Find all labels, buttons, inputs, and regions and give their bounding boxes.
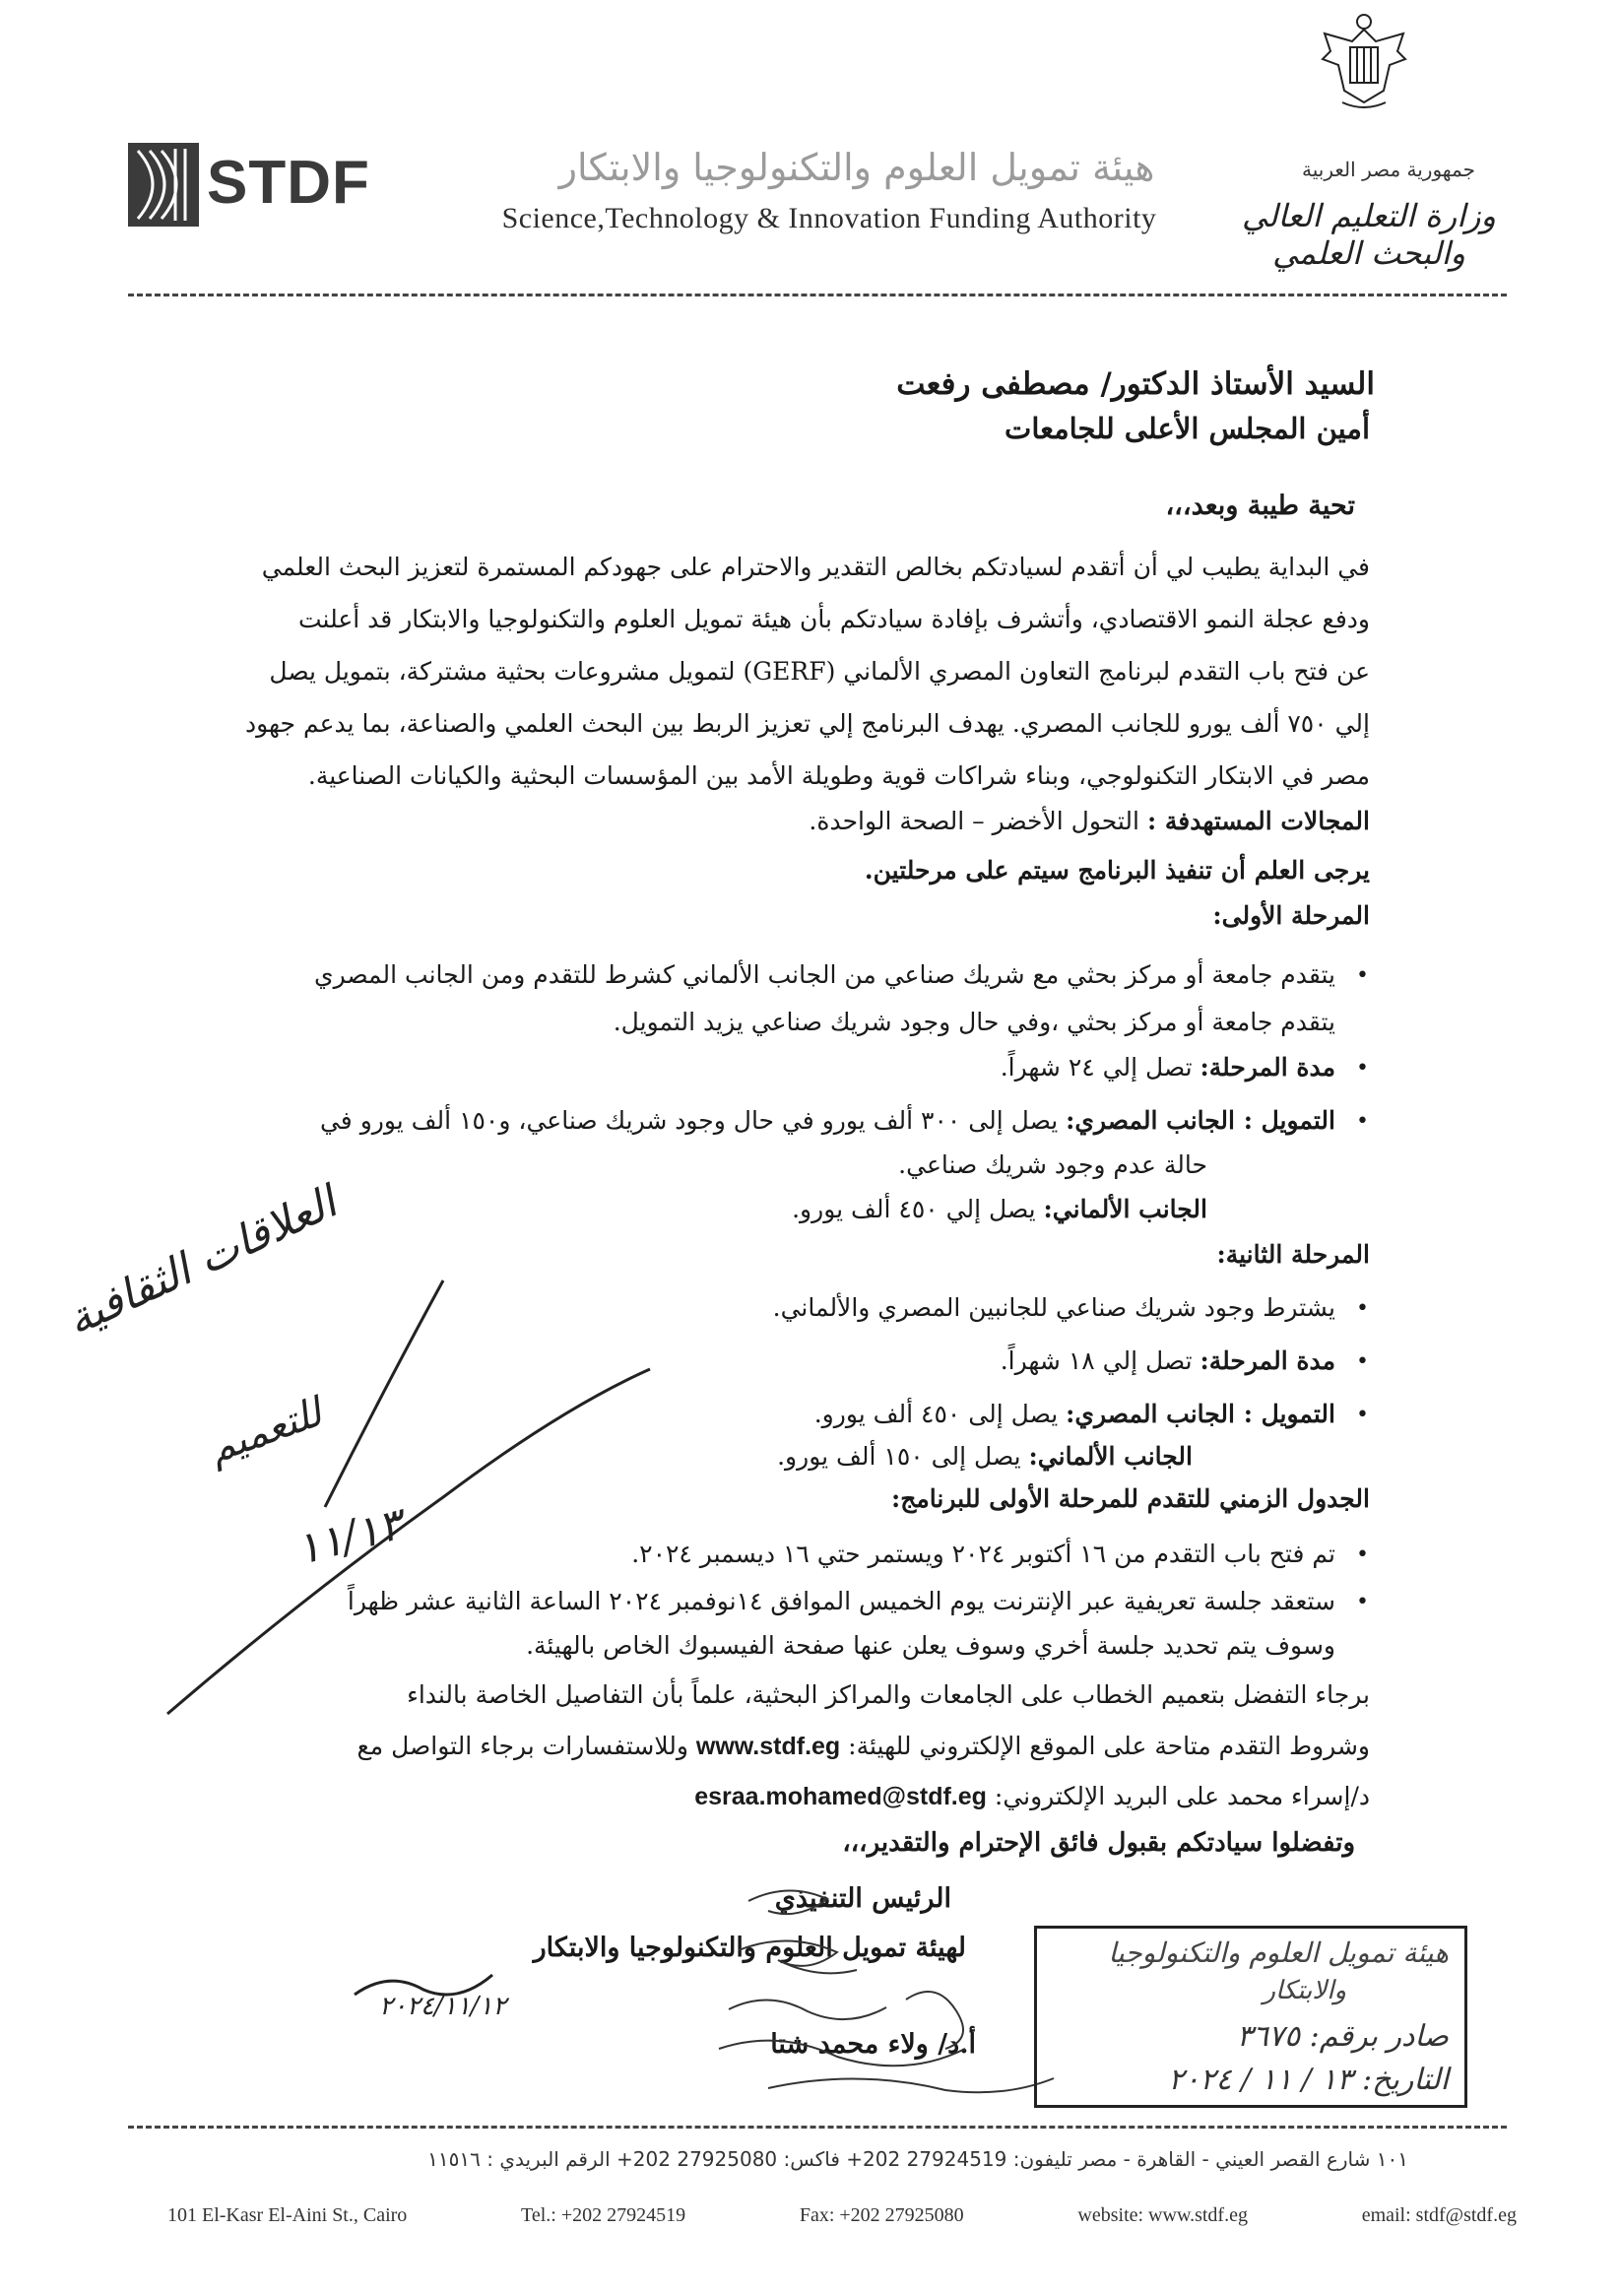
target-fields <box>809 806 1370 837</box>
bullet-icon: • <box>1356 963 1369 988</box>
authority-name-english: Science,Technology & Innovation Funding Authority <box>501 202 1157 234</box>
phase1-duration-label: مدة المرحلة: <box>1200 1053 1335 1082</box>
intro-line: عن فتح باب التقدم لبرنامج التعاون المصري الألماني (GERF) لتمويل مشروعات بحثية مشتركة، بتمويل يصل <box>269 657 1370 686</box>
phase2-german-label: الجانب الألماني: <box>1028 1442 1193 1471</box>
recipient-title: أمين المجلس الأعلى للجامعات <box>1005 412 1370 445</box>
phase1-funding-label: التمويل : الجانب المصري: <box>1066 1106 1335 1135</box>
header-divider <box>128 294 1507 296</box>
bullet-icon: • <box>1356 1109 1369 1134</box>
stamp-line: صادر برقم: ٣٦٧٥ <box>1236 2019 1449 2054</box>
phase2-german <box>777 1441 1193 1473</box>
closing-line-3 <box>694 1781 1370 1812</box>
phase1-funding-cont: حالة عدم وجود شريك صناعي. <box>898 1150 1207 1179</box>
official-stamp <box>1034 1926 1467 2108</box>
phase1-funding-value: يصل إلى ٣٠٠ ألف يورو في حال وجود شريك صناعي، و١٥٠ ألف يورو في <box>319 1106 1059 1135</box>
phase1-german <box>792 1194 1207 1225</box>
footer-english <box>167 2204 1517 2227</box>
phases-note: يرجى العلم أن تنفيذ البرنامج سيتم على مرحلتين. <box>864 856 1370 885</box>
bullet-icon: • <box>1356 1542 1369 1567</box>
phase1-title: المرحلة الأولى: <box>1212 901 1370 930</box>
intro-line: ودفع عجلة النمو الاقتصادي، وأتشرف بإفادة سيادتكم بأن هيئة تمويل العلوم والتكنولوجيا والابتكار قد أعلنت <box>298 605 1370 633</box>
phase2-bullet: يشترط وجود شريك صناعي للجانبين المصري والألماني. <box>772 1293 1335 1322</box>
footer-website[interactable]: website: www.stdf.eg <box>1077 2204 1248 2226</box>
margin-date: ١١/١٣ <box>291 1498 409 1576</box>
phase1-bullet-line: يتقدم جامعة أو مركز بحثي مع شريك صناعي من الجانب الألماني كشرط للتقدم ومن الجانب المصري <box>314 960 1335 989</box>
phase1-german-label: الجانب الألماني: <box>1043 1195 1207 1223</box>
intro-line: في البداية يطيب لي أن أتقدم لسيادتكم بخالص التقدير والاحترام على جهودكم المستمرة لتعزيز البحث العلمي <box>261 553 1370 581</box>
republic-name: جمهورية مصر العربية <box>1302 158 1475 181</box>
margin-note: للتعميم <box>202 1390 328 1473</box>
signature-mark <box>350 1965 497 2004</box>
footer-tel: Tel.: +202 27924519 <box>521 2204 686 2226</box>
phase2-duration-value: تصل إلي ١٨ شهراً. <box>1000 1346 1193 1375</box>
footer-fax: Fax: +202 27925080 <box>799 2204 964 2226</box>
stdf-wordmark: STDF <box>207 149 370 217</box>
stdf-logo-icon <box>128 143 199 227</box>
phase1-bullet-line: يتقدم جامعة أو مركز بحثي ،وفي حال وجود شريك صناعي يزيد التمويل. <box>613 1008 1335 1036</box>
phase2-funding-label: التمويل : الجانب المصري: <box>1066 1400 1335 1428</box>
phase1-funding <box>320 1105 1335 1137</box>
closing-line-2 <box>357 1731 1370 1762</box>
greeting: تحية طيبة وبعد،،، <box>1165 491 1355 521</box>
phase2-funding <box>814 1399 1335 1430</box>
phase1-duration-value: تصل إلي ٢٤ شهراً. <box>1000 1053 1193 1082</box>
bullet-icon: • <box>1356 1056 1369 1081</box>
intro-line: إلي ٧٥٠ ألف يورو للجانب المصري. يهدف البرنامج إلي تعزيز الربط بين البحث العلمي والصناعة، بما يدعم جهود <box>244 709 1370 738</box>
stamp-line: هيئة تمويل العلوم والتكنولوجيا <box>1108 1936 1449 1969</box>
intro-line: مصر في الابتكار التكنولوجي، وبناء شراكات قوية وطويلة الأمد بين المؤسسات البحثية والكيانات الصناعية. <box>307 761 1370 790</box>
closing-text: وللاستفسارات برجاء التواصل مع <box>357 1732 688 1760</box>
regards: وتفضلوا سيادتكم بقبول فائق الإحترام والتقدير،،، <box>842 1828 1355 1858</box>
signer-title: الرئيس التنفيذي <box>774 1883 951 1914</box>
closing-line: برجاء التفضل بتعميم الخطاب على الجامعات والمراكز البحثية، علماً بأن التفاصيل الخاصة بالنداء <box>407 1680 1370 1709</box>
footer-address-arabic: ١٠١ شارع القصر العيني - القاهرة - مصر تليفون: 27924519 202+ فاكس: 27925080 202+ الرقم البريدي : ١١٥١٦ <box>427 2147 1408 2171</box>
signer-org: لهيئة تمويل العلوم والتكنولوجيا والابتكار <box>533 1933 966 1963</box>
bullet-icon: • <box>1356 1349 1369 1374</box>
signature-date: ٢٠٢٤/١١/١٢ <box>379 1992 507 2021</box>
stamp-line: والابتكار <box>1263 1976 1346 2005</box>
timeline-title: الجدول الزمني للتقدم للمرحلة الأولى للبرنامج: <box>891 1484 1370 1513</box>
footer-address: 101 El-Kasr El-Aini St., Cairo <box>167 2204 408 2226</box>
phase2-title: المرحلة الثانية: <box>1216 1240 1370 1269</box>
phase2-funding-value: يصل إلى ٤٥٠ ألف يورو. <box>813 1400 1059 1428</box>
phase2-duration-label: مدة المرحلة: <box>1200 1346 1335 1375</box>
timeline-bullet: ستعقد جلسة تعريفية عبر الإنترنت يوم الخميس الموافق ١٤نوفمبر ٢٠٢٤ الساعة الثانية عشر ظهراً <box>347 1587 1335 1615</box>
margin-strokes <box>148 1271 660 1724</box>
website-link[interactable]: www.stdf.eg <box>695 1733 841 1760</box>
egypt-eagle-emblem <box>1315 8 1413 114</box>
timeline-bullet: وسوف يتم تحديد جلسة أخري وسوف يعلن عنها صفحة الفيسبوك الخاص بالهيئة. <box>526 1631 1335 1660</box>
ministry-name: وزارة التعليم العالي والبحث العلمي <box>1242 197 1496 272</box>
signer-name: أ.د/ ولاء محمد شتا <box>770 2029 976 2060</box>
bullet-icon: • <box>1356 1590 1369 1614</box>
target-fields-label: المجالات المستهدفة : <box>1146 807 1370 835</box>
phase2-german-value: يصل إلى ١٥٠ ألف يورو. <box>777 1442 1021 1471</box>
margin-note: العلاقات الثقافية <box>59 1177 345 1346</box>
recipient-name: السيد الأستاذ الدكتور/ مصطفى رفعت <box>896 366 1375 402</box>
bullet-icon: • <box>1356 1296 1369 1321</box>
handwritten-signature <box>709 1881 1064 2108</box>
phase2-duration <box>1001 1345 1335 1377</box>
authority-name-arabic: هيئة تمويل العلوم والتكنولوجيا والابتكار <box>558 146 1155 189</box>
timeline-bullet: تم فتح باب التقدم من ١٦ أكتوبر ٢٠٢٤ ويستمر حتي ١٦ ديسمبر ٢٠٢٤. <box>631 1540 1335 1568</box>
footer-divider <box>128 2126 1507 2129</box>
closing-text: وشروط التقدم متاحة على الموقع الإلكتروني للهيئة: <box>848 1732 1370 1760</box>
email-link[interactable]: esraa.mohamed@stdf.eg <box>694 1783 987 1810</box>
phase1-duration <box>1001 1052 1335 1083</box>
stamp-line: التاريخ: ١٣ / ١١ / ٢٠٢٤ <box>1168 2063 1449 2097</box>
footer-email[interactable]: email: stdf@stdf.eg <box>1361 2204 1517 2226</box>
phase1-german-value: يصل إلي ٤٥٠ ألف يورو. <box>792 1195 1036 1223</box>
bullet-icon: • <box>1356 1403 1369 1427</box>
contact-text: د/إسراء محمد على البريد الإلكتروني: <box>994 1782 1370 1810</box>
target-fields-value: التحول الأخضر – الصحة الواحدة. <box>809 807 1139 835</box>
